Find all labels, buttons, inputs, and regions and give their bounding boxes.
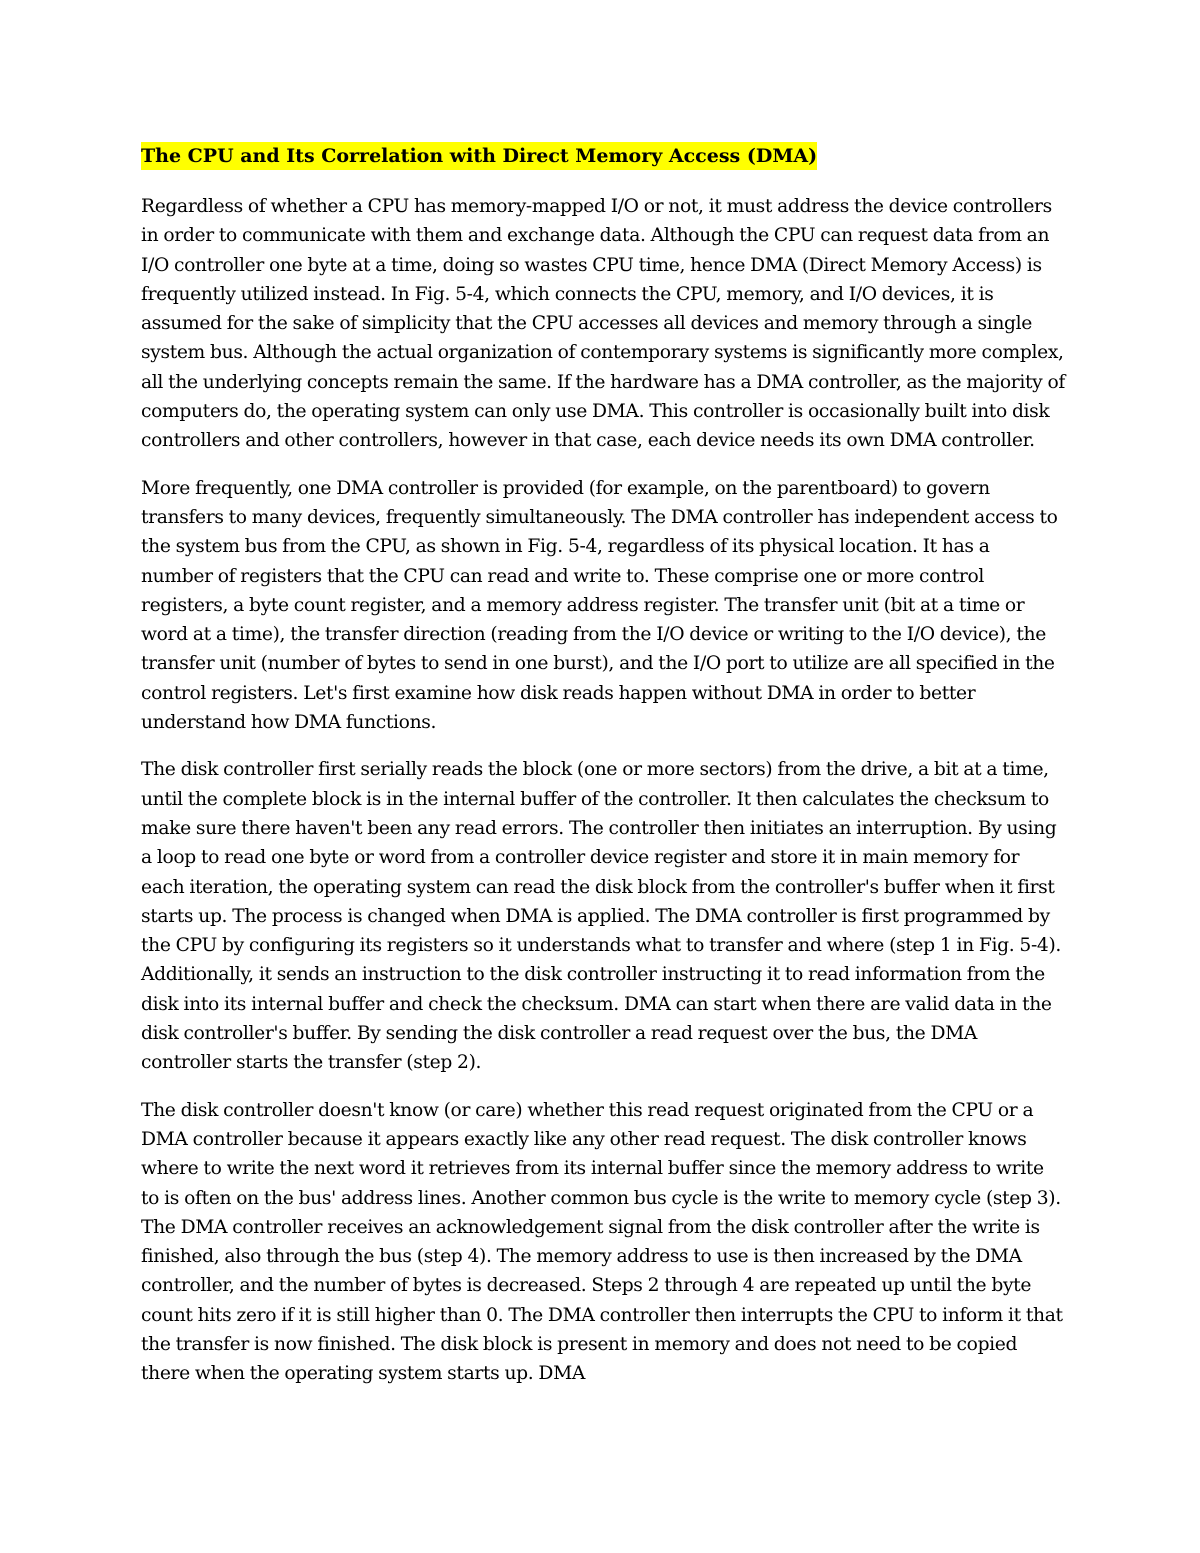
paragraph-4: The disk controller doesn't know (or care) whether this read request originated from the CPU or a DMA controller because it appears exactly like any other read request. The disk controller knows where to write the next word it retrieves from its internal buffer since the memory address to write to is often on the bus' address lines. Another common bus cycle is the write to memory cycle (step 3). The DMA controller receives an acknowledgement signal from the disk controller after the write is finished, also through the bus (step 4). The memory address to use is then increased by the DMA controller, and the number of bytes is decreased. Steps 2 through 4 are repeated up until the byte count hits zero if it is still higher than 0. The DMA controller then interrupts the CPU to inform it that the transfer is now finished. The disk block is present in memory and does not need to be copied there when the operating system starts up. DMA	[141, 1099, 1063, 1385]
document-body	[141, 138, 1066, 1407]
highlighted-title-text: The CPU and Its Correlation with Direct Memory Access (DMA)	[141, 142, 817, 170]
document-title	[141, 138, 1066, 174]
paragraph-2: More frequently, one DMA controller is provided (for example, on the parentboard) to govern transfers to many devices, frequently simultaneously. The DMA controller has independent access to the system bus from the CPU, as shown in Fig. 5-4, regardless of its physical location. It has a number of registers that the CPU can read and write to. These comprise one or more control registers, a byte count register, and a memory address register. The transfer unit (bit at a time or word at a time), the transfer direction (reading from the I/O device or writing to the I/O device), the transfer unit (number of bytes to send in one burst), and the I/O port to utilize are all specified in the control registers. Let's first examine how disk reads happen without DMA in order to better understand how DMA functions.	[141, 477, 1058, 734]
paragraph-3: The disk controller first serially reads the block (one or more sectors) from the drive, a bit at a time, until the complete block is in the internal buffer of the controller. It then calculates the checksum to make sure there haven't been any read errors. The controller then initiates an interruption. By using a loop to read one byte or word from a controller device register and store it in main memory for each iteration, the operating system can read the disk block from the controller's buffer when it first starts up. The process is changed when DMA is applied. The DMA controller is first programmed by the CPU by configuring its registers so it understands what to transfer and where (step 1 in Fig. 5-4). Additionally, it sends an instruction to the disk controller instructing it to read information from the disk into its internal buffer and check the checksum. DMA can start when there are valid data in the disk controller's buffer. By sending the disk controller a read request over the bus, the DMA controller starts the transfer (step 2).	[141, 759, 1061, 1074]
paragraph-1: Regardless of whether a CPU has memory-mapped I/O or not, it must address the device controllers in order to communicate with them and exchange data. Although the CPU can request data from an I/O controller one byte at a time, doing so wastes CPU time, hence DMA (Direct Memory Access) is frequently utilized instead. In Fig. 5-4, which connects the CPU, memory, and I/O devices, it is assumed for the sake of simplicity that the CPU accesses all devices and memory through a single system bus. Although the actual organization of contemporary systems is significantly more complex, all the underlying concepts remain the same. If the hardware has a DMA controller, as the majority of computers do, the operating system can only use DMA. This controller is occasionally built into disk controllers and other controllers, however in that case, each device needs its own DMA controller.	[141, 196, 1065, 452]
